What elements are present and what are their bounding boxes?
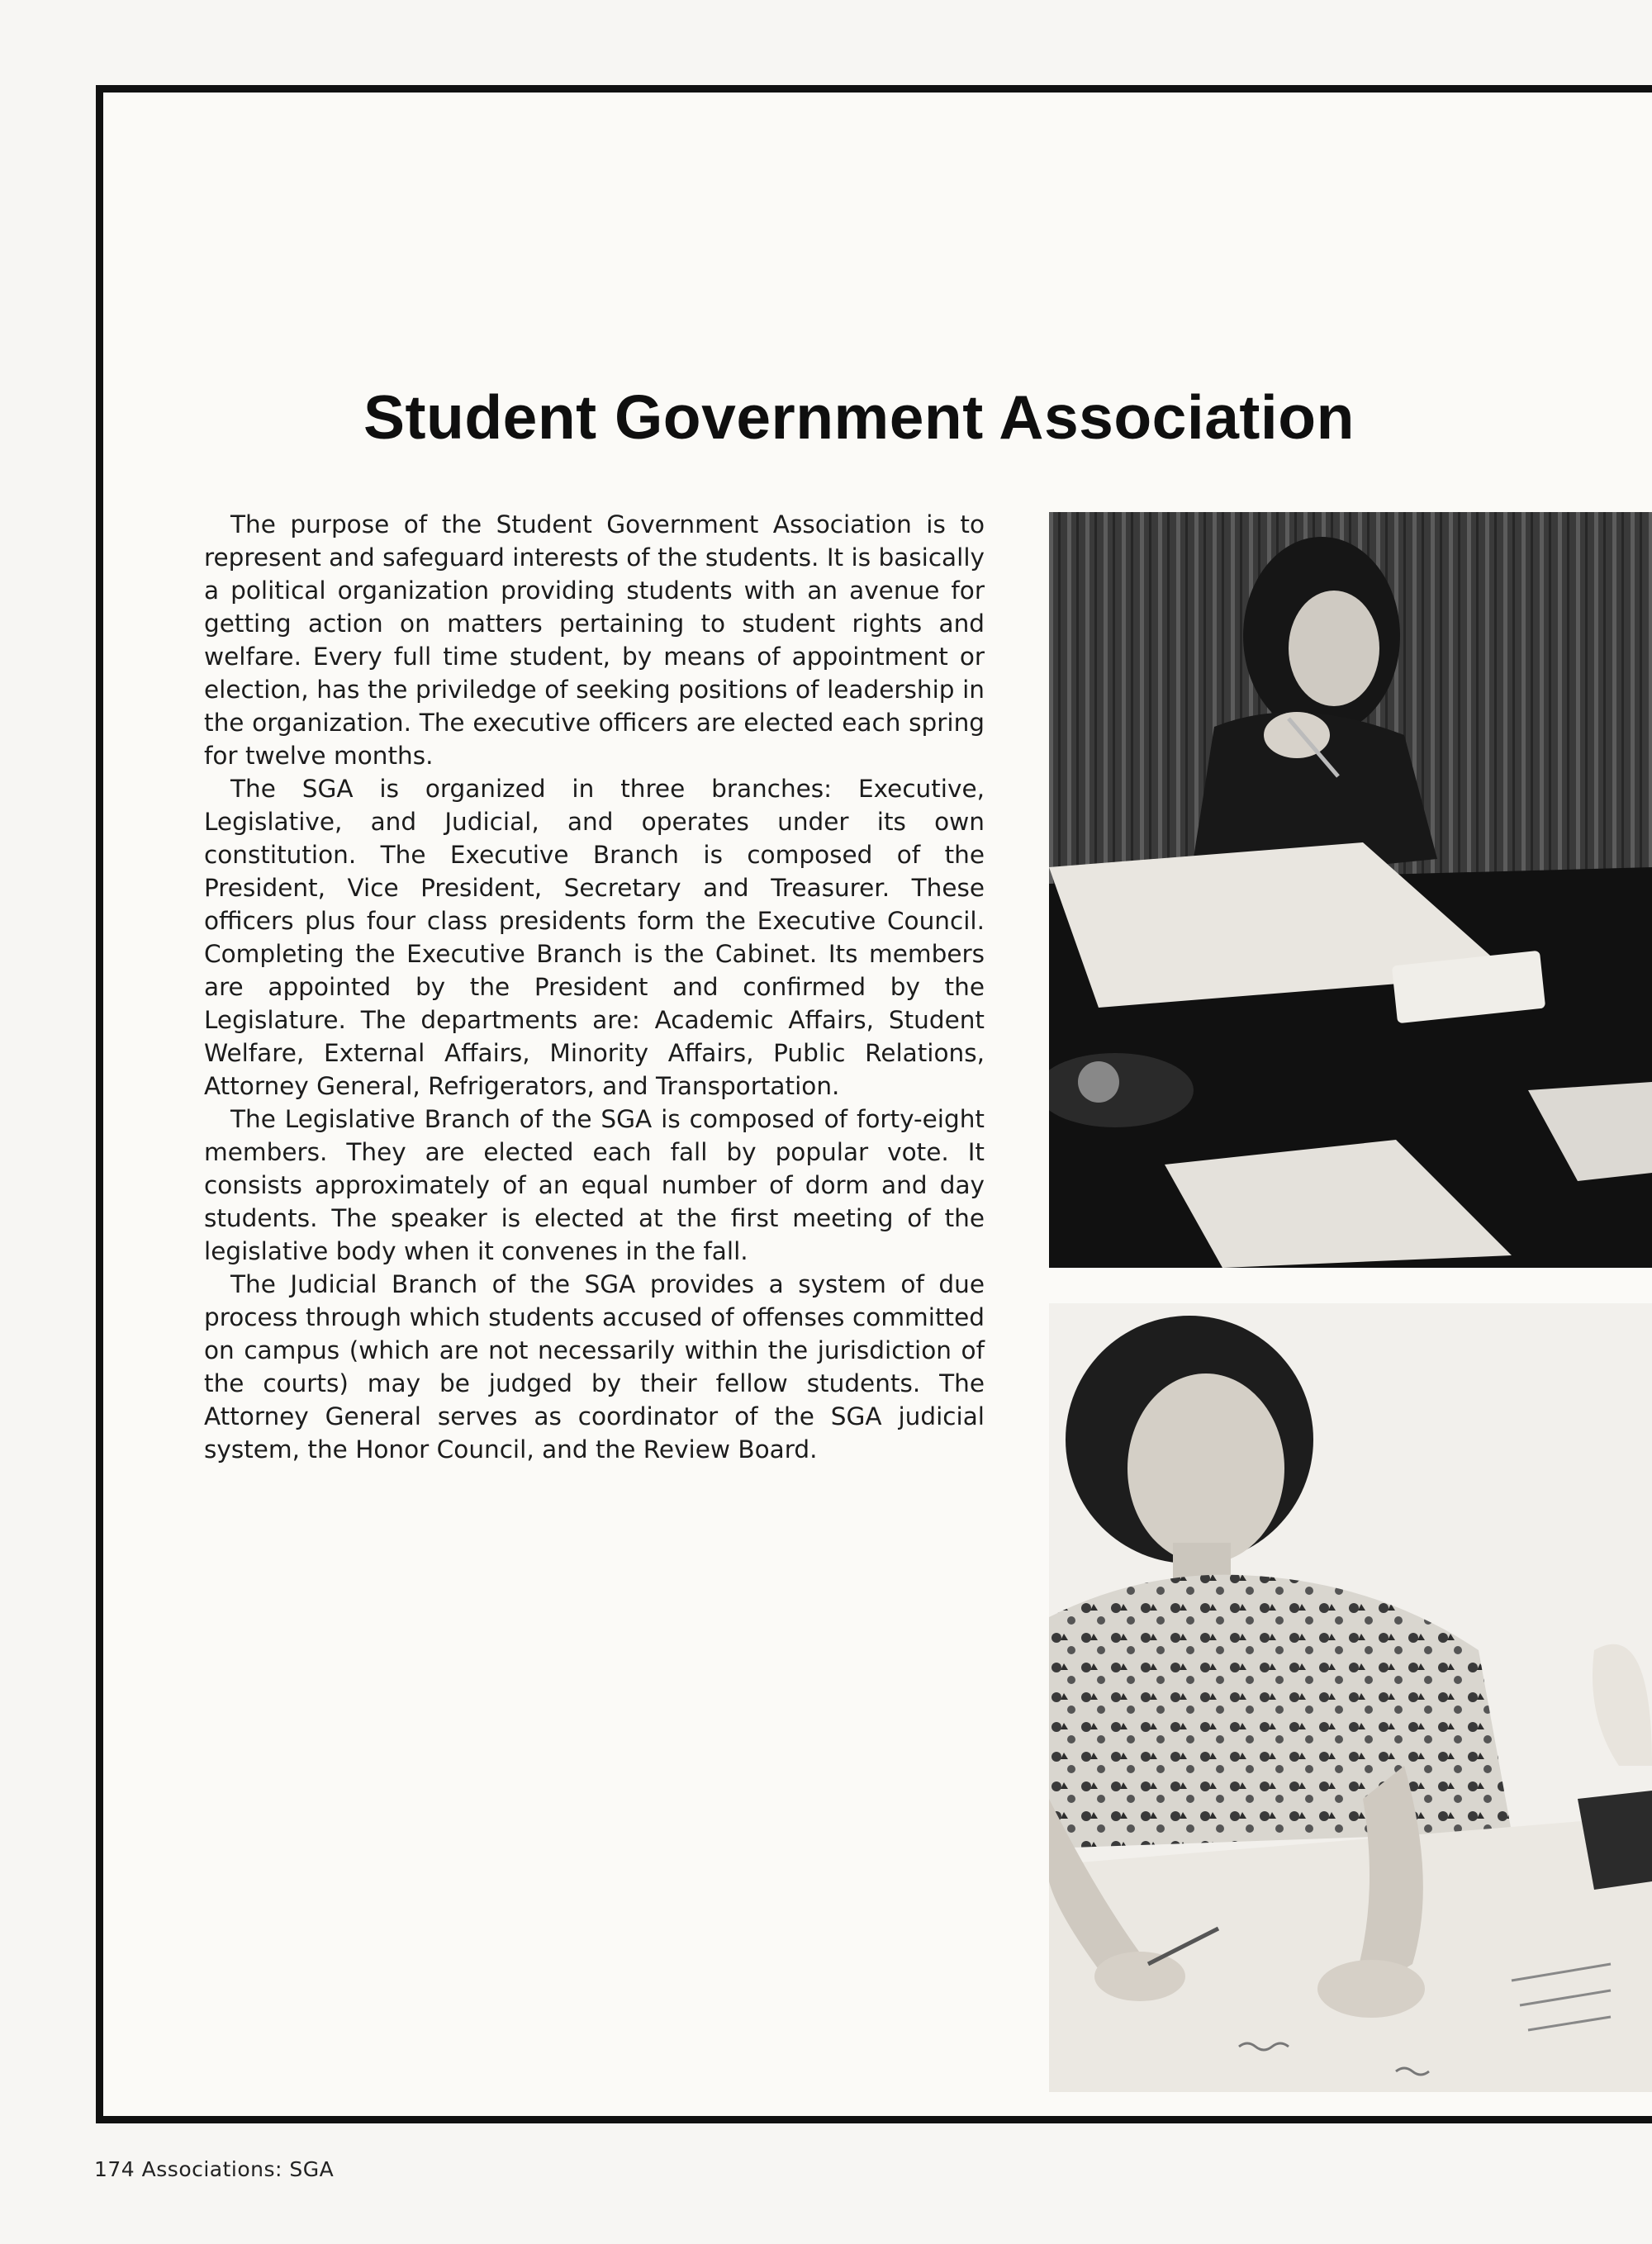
- page-footer: 174 Associations: SGA: [94, 2157, 335, 2181]
- photo-woman-writing-image: [1049, 512, 1652, 1268]
- photo-woman-writing: [1049, 512, 1652, 1268]
- photo-woman-at-table-image: [1049, 1303, 1652, 2092]
- article-body: [204, 508, 985, 1466]
- page-title: Student Government Association: [363, 382, 1355, 452]
- photo-woman-at-table: [1049, 1303, 1652, 2092]
- article-paragraph-purpose: The purpose of the Student Government Association is to represent and safeguard interests of the students. It is basically a political organization providing students with an avenue for getting action on matters pertaining to student rights and welfare. Every full time student, by means of appointment or election, has the priviledge of seeking positions of leadership in the organization. The executive officers are elected each spring for twelve months.: [204, 510, 985, 770]
- article-paragraph-branches: The SGA is organized in three branches: Executive, Legislative, and Judicial, and operates under its own constitution. The Executive Branch is composed of the President, Vice President, Secretary and Treasurer. These officers plus four class presidents form the Executive Council. Completing the Executive Branch is the Cabinet. Its members are appointed by the President and confirmed by the Legislature. The departments are: Academic Affairs, Student Welfare, External Affairs, Minority Affairs, Public Relations, Attorney General, Refrigerators, and Transportation.: [204, 775, 985, 1100]
- article-paragraph-legislative: The Legislative Branch of the SGA is composed of forty-eight members. They are elected each fall by popular vote. It consists approximately of an equal number of dorm and day students. The speaker is elected at the first meeting of the legislative body when it convenes in the fall.: [204, 1105, 985, 1265]
- article-paragraph-judicial: The Judicial Branch of the SGA provides a system of due process through which students accused of offenses committed on campus (which are not necessarily within the jurisdiction of the courts) may be judged by their fellow students. The Attorney General serves as coordinator of the SGA judicial system, the Honor Council, and the Review Board.: [204, 1270, 985, 1464]
